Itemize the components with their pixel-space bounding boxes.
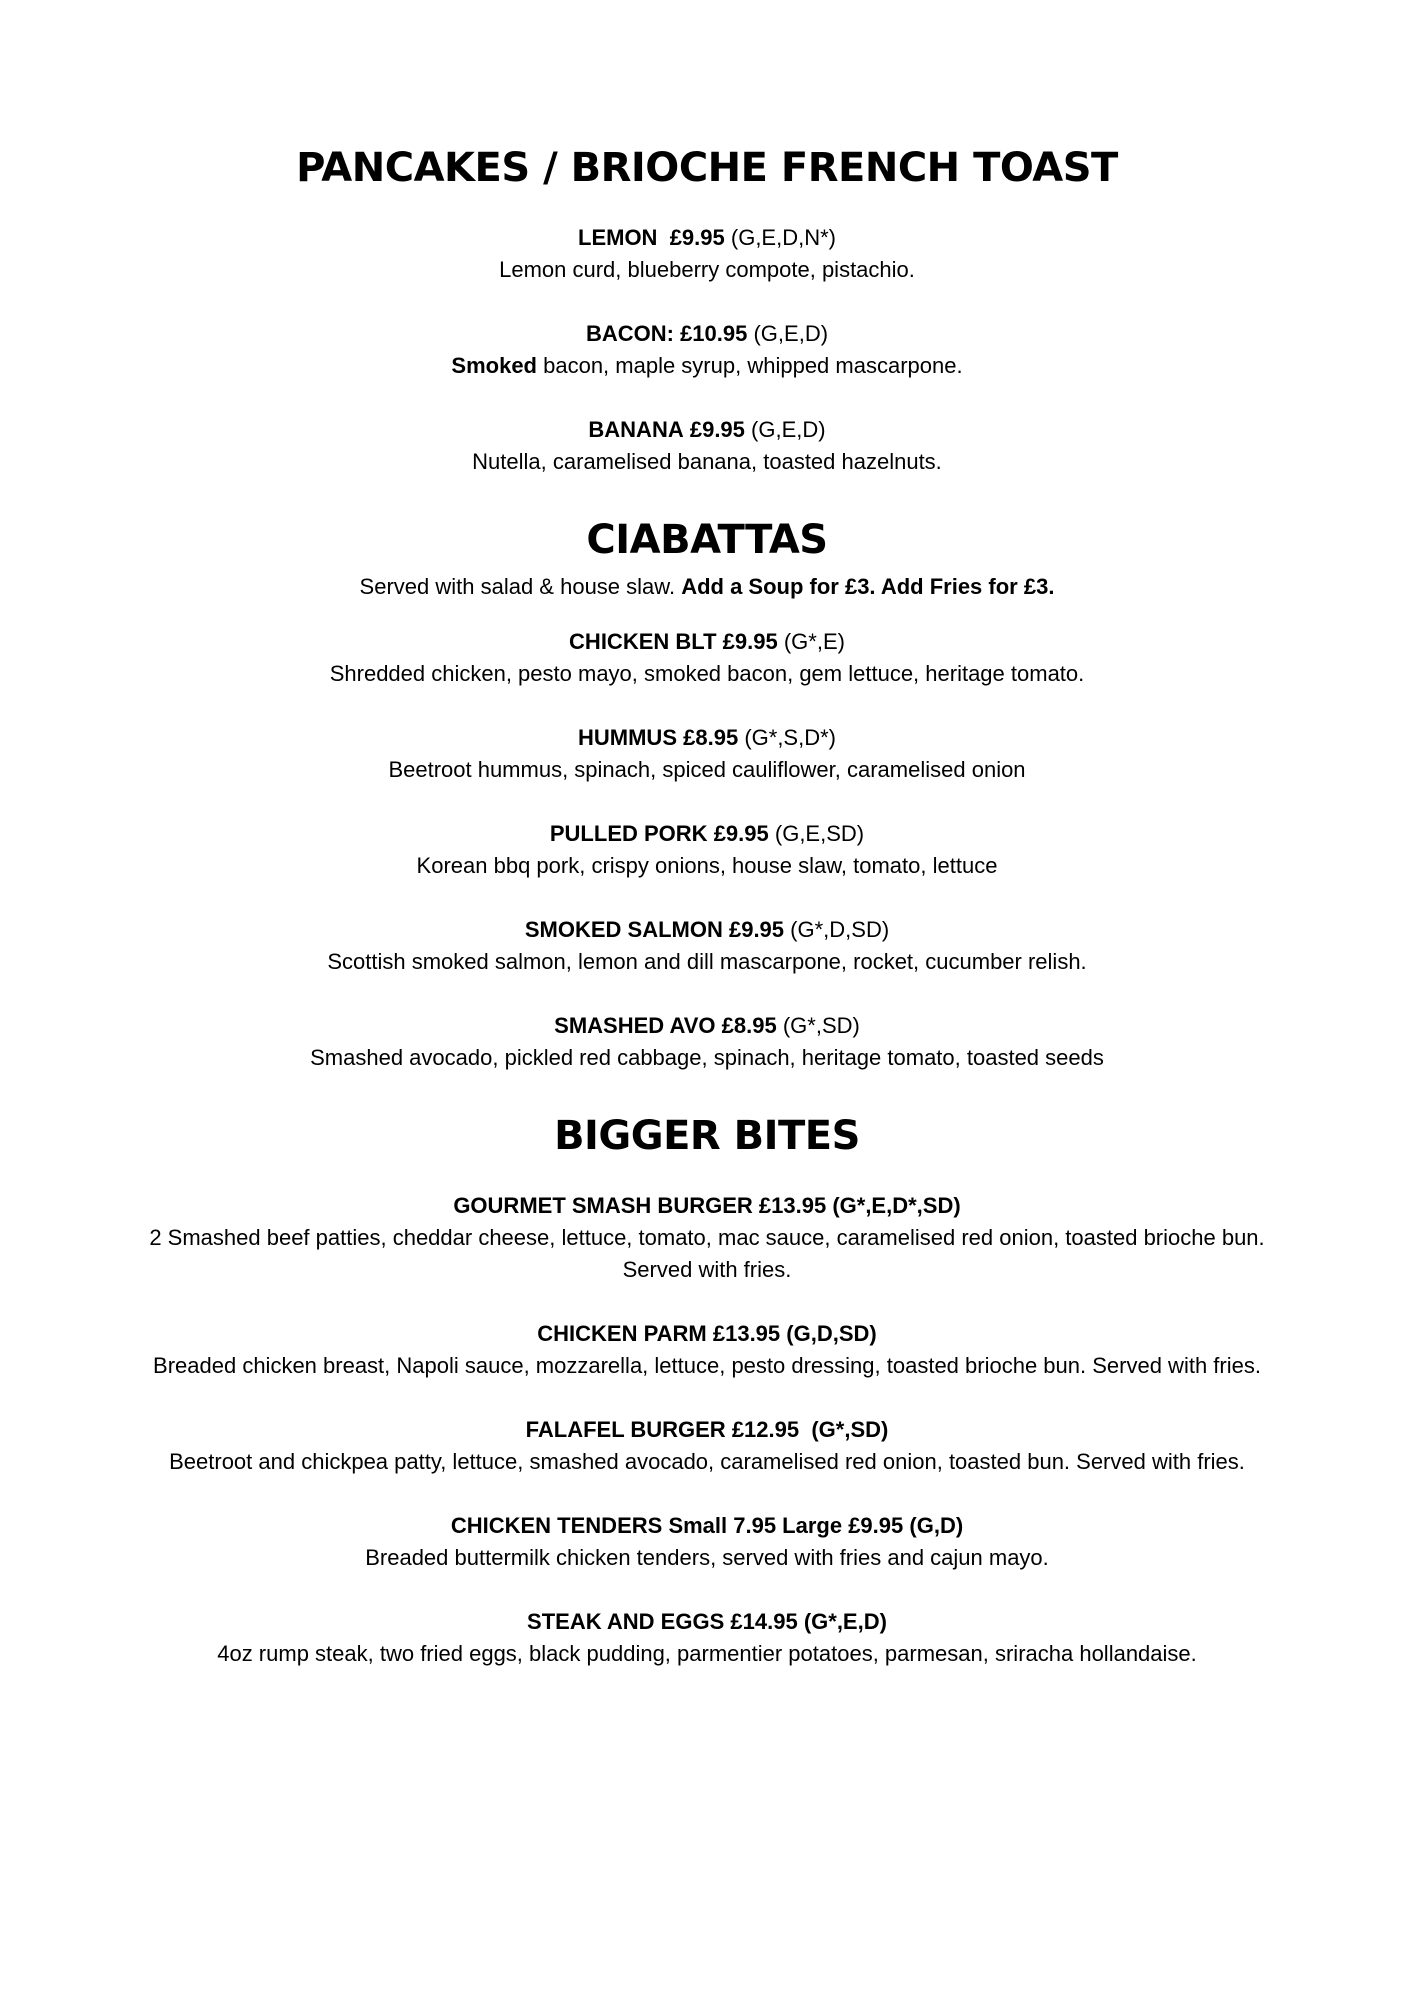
item-price: £12.95 (731, 1417, 800, 1442)
item-price: £13.95 (758, 1193, 827, 1218)
item-allergens: (G*,E) (783, 629, 845, 654)
section-pancakes (0, 138, 1414, 478)
section-title: CIABATTAS (586, 517, 828, 563)
menu-item-chicken-blt (0, 626, 1414, 690)
menu-item-smashed-avo (0, 1010, 1414, 1074)
item-description: Beetroot and chickpea patty, lettuce, smashed avocado, caramelised red onion, toasted bun. Served with fries. (169, 1449, 1245, 1474)
item-heading (0, 222, 1414, 254)
item-description: Lemon curd, blueberry compote, pistachio. (499, 257, 915, 282)
item-heading (0, 318, 1414, 350)
item-description: Shredded chicken, pesto mayo, smoked bacon, gem lettuce, heritage tomato. (329, 661, 1085, 686)
item-description (132, 350, 1282, 382)
item-price: £9.95 (728, 917, 785, 942)
item-list (0, 626, 1414, 1074)
item-name: SMOKED SALMON (524, 917, 723, 942)
item-name: BANANA (588, 417, 684, 442)
item-price: £9.95 (689, 417, 745, 442)
item-allergens: (G,D,SD) (786, 1321, 877, 1346)
menu-item-banana (0, 414, 1414, 478)
item-allergens: (G*,D,SD) (790, 917, 890, 942)
item-list (0, 1190, 1414, 1670)
item-description: Beetroot hummus, spinach, spiced cauliflower, caramelised onion (388, 757, 1026, 782)
item-list (0, 222, 1414, 478)
item-heading (0, 626, 1414, 658)
item-name: SMASHED AVO (554, 1013, 716, 1038)
item-name: CHICKEN PARM (537, 1321, 707, 1346)
item-description: Scottish smoked salmon, lemon and dill mascarpone, rocket, cucumber relish. (327, 949, 1087, 974)
item-allergens: (G*,E,D) (803, 1609, 887, 1634)
item-price: £8.95 (721, 1013, 777, 1038)
menu-item-bacon (0, 318, 1414, 382)
section-ciabattas (0, 510, 1414, 1074)
item-description: Nutella, caramelised banana, toasted hazelnuts. (472, 449, 942, 474)
item-price: £9.95 (722, 629, 778, 654)
item-heading (0, 722, 1414, 754)
item-price: £8.95 (683, 725, 739, 750)
item-allergens: (G,E,D) (753, 321, 829, 346)
item-heading (0, 1414, 1414, 1446)
item-description-lead: Smoked (451, 353, 537, 378)
menu-item-gourmet-smash-burger (0, 1190, 1414, 1286)
item-name: PULLED PORK (549, 821, 708, 846)
item-name: LEMON (578, 225, 658, 250)
item-description: 4oz rump steak, two fried eggs, black pudding, parmentier potatoes, parmesan, sriracha hollandaise. (217, 1641, 1197, 1666)
item-heading (0, 1510, 1414, 1542)
item-allergens: (G*,SD) (811, 1417, 889, 1442)
item-heading (0, 1606, 1414, 1638)
item-allergens: (G,E,SD) (774, 821, 865, 846)
item-price: £14.95 (730, 1609, 798, 1634)
item-allergens: (G*,E,D*,SD) (832, 1193, 961, 1218)
item-price: £9.95 (669, 225, 725, 250)
section-bigger-bites (0, 1106, 1414, 1670)
item-name: GOURMET SMASH BURGER (453, 1193, 753, 1218)
item-name: HUMMUS (578, 725, 677, 750)
item-heading (0, 914, 1414, 946)
subtitle-bold: Add a Soup for £3. Add Fries for £3. (681, 574, 1055, 599)
item-price: £10.95 (680, 321, 748, 346)
section-subtitle (0, 572, 1414, 602)
menu-item-steak-and-eggs (0, 1606, 1414, 1670)
item-allergens: (G,E,D,N*) (730, 225, 836, 250)
menu-item-chicken-parm (0, 1318, 1414, 1382)
menu-item-hummus (0, 722, 1414, 786)
section-title: BIGGER BITES (554, 1113, 860, 1159)
item-heading (0, 818, 1414, 850)
item-price: Small 7.95 Large £9.95 (668, 1513, 904, 1538)
item-description: Korean bbq pork, crispy onions, house slaw, tomato, lettuce (416, 853, 998, 878)
item-description: Smashed avocado, pickled red cabbage, spinach, heritage tomato, toasted seeds (310, 1045, 1104, 1070)
item-description: Breaded chicken breast, Napoli sauce, mozzarella, lettuce, pesto dressing, toasted brioche bun. Served with fries. (153, 1353, 1261, 1378)
item-allergens: (G,D) (909, 1513, 964, 1538)
item-name: BACON: (585, 321, 674, 346)
section-title: PANCAKES / BRIOCHE FRENCH TOAST (296, 145, 1118, 191)
item-heading (0, 414, 1414, 446)
item-name: CHICKEN TENDERS (450, 1513, 663, 1538)
menu-item-smoked-salmon (0, 914, 1414, 978)
item-price: £13.95 (712, 1321, 781, 1346)
item-description-rest: bacon, maple syrup, whipped mascarpone. (537, 353, 963, 378)
menu-item-chicken-tenders (0, 1510, 1414, 1574)
menu-item-pulled-pork (0, 818, 1414, 882)
item-description: 2 Smashed beef patties, cheddar cheese, lettuce, tomato, mac sauce, caramelised red onion, toasted brioche bun. Served with fries. (149, 1225, 1265, 1282)
item-heading (0, 1010, 1414, 1042)
item-heading (0, 1190, 1414, 1222)
item-allergens: (G*,SD) (782, 1013, 860, 1038)
item-allergens: (G*,S,D*) (744, 725, 836, 750)
item-name: STEAK AND EGGS (527, 1609, 725, 1634)
menu-item-falafel-burger (0, 1414, 1414, 1478)
menu-item-lemon (0, 222, 1414, 286)
item-name: FALAFEL BURGER (525, 1417, 726, 1442)
subtitle-plain: Served with salad & house slaw. (359, 574, 676, 599)
item-description: Breaded buttermilk chicken tenders, served with fries and cajun mayo. (365, 1545, 1049, 1570)
item-name: CHICKEN BLT (569, 629, 717, 654)
item-allergens: (G,E,D) (751, 417, 826, 442)
item-heading (0, 1318, 1414, 1350)
item-price: £9.95 (713, 821, 769, 846)
